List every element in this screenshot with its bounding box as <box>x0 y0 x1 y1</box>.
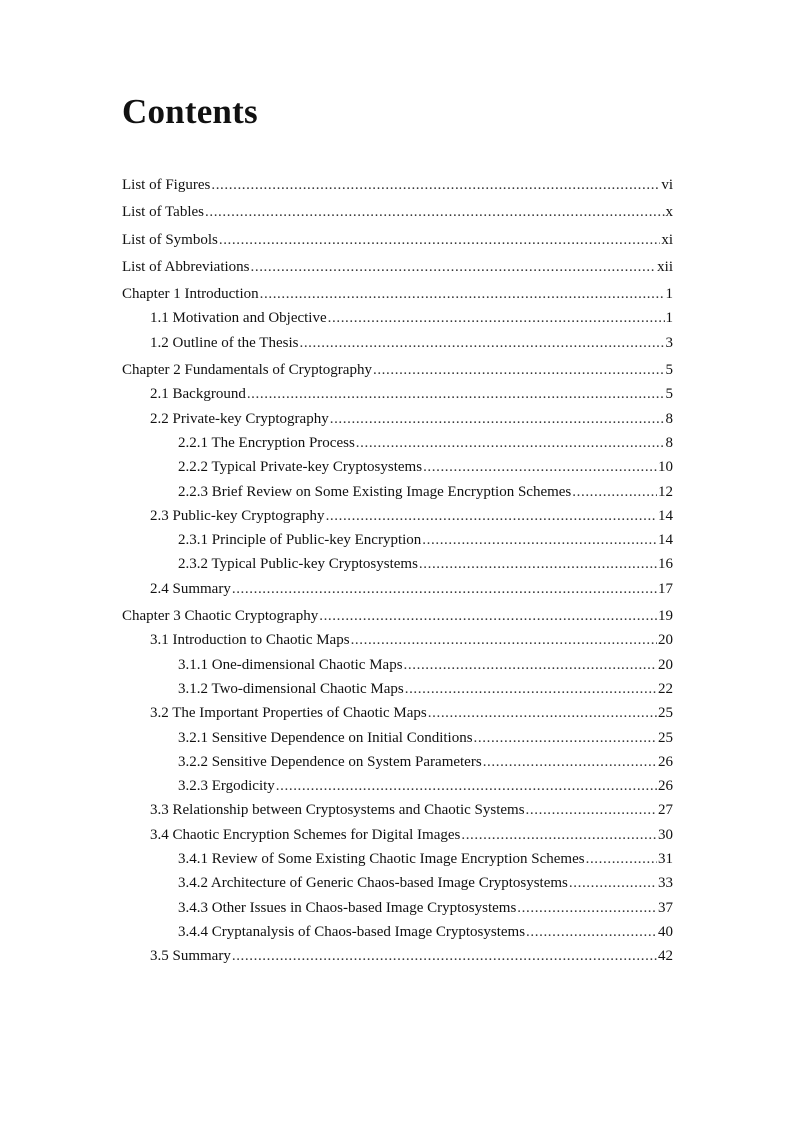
toc-entry[interactable] <box>122 750 673 774</box>
page-title: Contents <box>122 92 258 131</box>
toc-entry-page-number: xi <box>661 231 673 248</box>
toc-entry-label: List of Tables <box>122 204 204 221</box>
toc-entry-page-number: x <box>665 204 673 221</box>
toc-entry-label: 3.2.2 Sensitive Dependence on System Parameters <box>178 753 482 770</box>
toc-entry-page-number: 19 <box>658 608 673 625</box>
toc-entry[interactable] <box>122 726 673 750</box>
toc-entry-page-number: 26 <box>658 753 673 770</box>
dot-leader <box>319 604 657 628</box>
toc-entry[interactable] <box>122 431 673 455</box>
toc-entry[interactable] <box>122 774 673 798</box>
toc-entry[interactable] <box>122 255 673 279</box>
dot-leader <box>251 255 657 279</box>
toc-entry[interactable] <box>122 823 673 847</box>
toc-entry-label: 3.1.1 One-dimensional Chaotic Maps <box>178 656 403 673</box>
toc-entry-label: 1.1 Motivation and Objective <box>150 310 327 327</box>
dot-leader <box>299 331 664 355</box>
toc-entry[interactable] <box>122 847 673 871</box>
toc-entry-label: 3.3 Relationship between Cryptosystems and Chaotic Systems <box>150 802 525 819</box>
toc-entry-page-number: 3 <box>665 334 673 351</box>
dot-leader <box>404 653 657 677</box>
toc-entry-page-number: 31 <box>658 851 673 868</box>
toc-entry-page-number: 8 <box>665 410 673 427</box>
dot-leader <box>328 306 665 330</box>
dot-leader <box>474 726 657 750</box>
toc-entry-page-number: 5 <box>665 362 673 379</box>
toc-entry-label: 3.1 Introduction to Chaotic Maps <box>150 632 350 649</box>
toc-entry-page-number: 37 <box>658 899 673 916</box>
toc-entry[interactable] <box>122 282 673 306</box>
toc-entry[interactable] <box>122 331 673 355</box>
dot-leader <box>205 200 665 224</box>
toc-entry-page-number: 25 <box>658 729 673 746</box>
toc-entry-label: Chapter 2 Fundamentals of Cryptography <box>122 362 372 379</box>
toc-entry-page-number: 1 <box>665 310 673 327</box>
toc-entry-label: Chapter 3 Chaotic Cryptography <box>122 608 319 625</box>
dot-leader <box>276 774 657 798</box>
dot-leader <box>569 871 657 895</box>
toc-entry[interactable] <box>122 920 673 944</box>
toc-entry-page-number: 14 <box>658 507 673 524</box>
toc-entry-page-number: 5 <box>665 386 673 403</box>
toc-entry-label: 3.4.3 Other Issues in Chaos-based Image Cryptosystems <box>178 899 517 916</box>
toc-entry[interactable] <box>122 577 673 601</box>
toc-entry[interactable] <box>122 528 673 552</box>
toc-entry-label: 3.2 The Important Properties of Chaotic Maps <box>150 705 427 722</box>
toc-entry-label: 3.5 Summary <box>150 948 231 965</box>
toc-entry[interactable] <box>122 701 673 725</box>
dot-leader <box>330 407 665 431</box>
toc-entry-label: 3.2.3 Ergodicity <box>178 778 275 795</box>
dot-leader <box>326 504 657 528</box>
dot-leader <box>211 173 660 197</box>
toc-entry[interactable] <box>122 677 673 701</box>
toc-entry-page-number: 26 <box>658 778 673 795</box>
toc-entry-label: Chapter 1 Introduction <box>122 286 259 303</box>
toc-entry-page-number: 40 <box>658 923 673 940</box>
dot-leader <box>232 944 657 968</box>
dot-leader <box>526 798 657 822</box>
toc-entry-page-number: 22 <box>658 680 673 697</box>
toc-entry[interactable] <box>122 798 673 822</box>
toc-entry-page-number: 25 <box>658 705 673 722</box>
toc-entry[interactable] <box>122 552 673 576</box>
toc-entry-page-number: 20 <box>658 632 673 649</box>
toc-entry[interactable] <box>122 896 673 920</box>
toc-entry-page-number: 20 <box>658 656 673 673</box>
toc-entry-label: 2.3 Public-key Cryptography <box>150 507 325 524</box>
toc-entry[interactable] <box>122 628 673 652</box>
toc-entry-label: 2.2.3 Brief Review on Some Existing Image Encryption Schemes <box>178 483 572 500</box>
dot-leader <box>232 577 657 601</box>
dot-leader <box>517 896 657 920</box>
toc-entry-label: 2.3.2 Typical Public-key Cryptosystems <box>178 556 418 573</box>
toc-entry-page-number: vi <box>661 177 673 193</box>
dot-leader <box>247 382 665 406</box>
table-of-contents <box>122 173 673 969</box>
toc-entry-page-number: 12 <box>658 483 673 500</box>
toc-entry-label: List of Abbreviations <box>122 258 250 275</box>
toc-entry-label: List of Symbols <box>122 231 218 248</box>
dot-leader <box>373 358 665 382</box>
toc-entry-page-number: 30 <box>658 826 673 843</box>
toc-entry[interactable] <box>122 382 673 406</box>
dot-leader <box>419 552 657 576</box>
dot-leader <box>356 431 665 455</box>
toc-entry-page-number: 8 <box>665 434 673 451</box>
toc-entry-page-number: 10 <box>658 459 673 476</box>
toc-entry[interactable] <box>122 455 673 479</box>
dot-leader <box>423 455 657 479</box>
dot-leader <box>428 701 657 725</box>
dot-leader <box>405 677 657 701</box>
toc-entry[interactable] <box>122 480 673 504</box>
toc-entry[interactable] <box>122 944 673 968</box>
toc-entry[interactable] <box>122 653 673 677</box>
dot-leader <box>422 528 657 552</box>
toc-entry[interactable] <box>122 871 673 895</box>
toc-entry[interactable] <box>122 604 673 628</box>
toc-entry-label: 3.4.4 Cryptanalysis of Chaos-based Image Cryptosystems <box>178 923 526 940</box>
dot-leader <box>260 282 665 306</box>
toc-entry[interactable] <box>122 358 673 382</box>
toc-entry[interactable] <box>122 200 673 224</box>
toc-entry[interactable] <box>122 173 673 197</box>
toc-entry-label: 2.1 Background <box>150 386 246 403</box>
dot-leader <box>461 823 657 847</box>
toc-entry-label: 2.2 Private-key Cryptography <box>150 410 329 427</box>
dot-leader <box>483 750 657 774</box>
toc-entry-label: 2.3.1 Principle of Public-key Encryption <box>178 532 422 549</box>
toc-entry-page-number: 16 <box>658 556 673 573</box>
dot-leader <box>219 228 660 252</box>
toc-entry-page-number: 33 <box>658 875 673 892</box>
toc-entry[interactable] <box>122 407 673 431</box>
toc-entry-label: List of Figures <box>122 177 211 193</box>
toc-entry-page-number: 42 <box>658 948 673 965</box>
toc-entry-label: 2.2.1 The Encryption Process <box>178 434 355 451</box>
toc-entry-label: 1.2 Outline of the Thesis <box>150 334 299 351</box>
toc-entry-label: 2.4 Summary <box>150 580 231 597</box>
dot-leader <box>351 628 657 652</box>
dot-leader <box>526 920 657 944</box>
toc-entry-page-number: 14 <box>658 532 673 549</box>
toc-entry[interactable] <box>122 306 673 330</box>
toc-entry-label: 3.4.1 Review of Some Existing Chaotic Image Encryption Schemes <box>178 851 585 868</box>
toc-entry-label: 3.4 Chaotic Encryption Schemes for Digital Images <box>150 826 461 843</box>
dot-leader <box>586 847 657 871</box>
toc-entry-page-number: 27 <box>658 802 673 819</box>
toc-entry-label: 3.1.2 Two-dimensional Chaotic Maps <box>178 680 404 697</box>
toc-entry-page-number: xii <box>657 258 673 275</box>
toc-entry-page-number: 1 <box>665 286 673 303</box>
toc-entry-label: 3.4.2 Architecture of Generic Chaos-based Image Cryptosystems <box>178 875 568 892</box>
toc-entry[interactable] <box>122 504 673 528</box>
toc-entry-label: 2.2.2 Typical Private-key Cryptosystems <box>178 459 423 476</box>
dot-leader <box>572 480 657 504</box>
toc-entry-page-number: 17 <box>658 580 673 597</box>
toc-entry[interactable] <box>122 228 673 252</box>
toc-entry-label: 3.2.1 Sensitive Dependence on Initial Conditions <box>178 729 473 746</box>
